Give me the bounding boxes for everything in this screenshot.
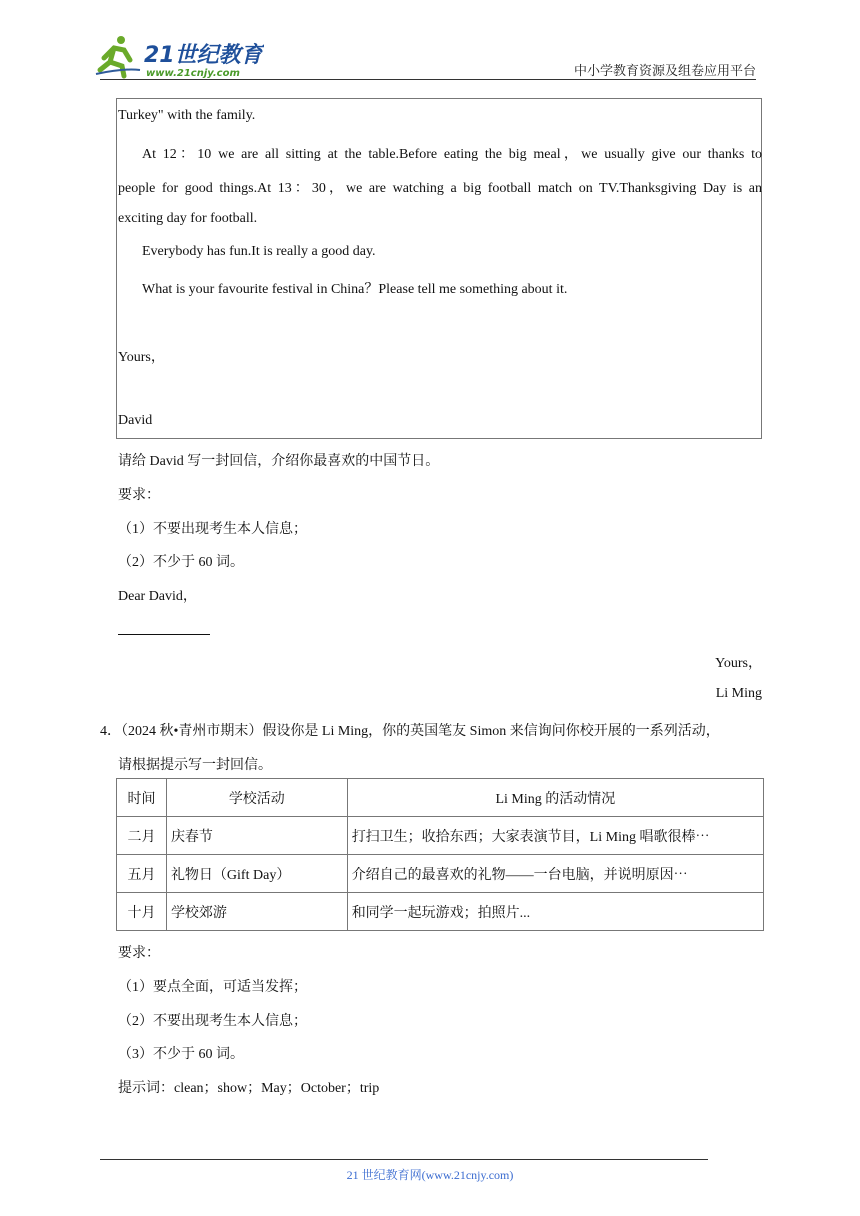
table-row	[117, 893, 764, 931]
letter-signature: David	[118, 413, 153, 428]
q3-signature: Li Ming	[715, 686, 762, 701]
q4-requirements-title: 要求：	[118, 946, 160, 961]
table-cell: 五月	[117, 855, 167, 893]
table-header-cell: Li Ming 的活动情况	[347, 779, 763, 817]
table-cell: 礼物日（Gift Day）	[166, 855, 347, 893]
q3-requirements-title: 要求：	[118, 488, 160, 503]
table-cell: 十月	[117, 893, 167, 931]
letter-line-5: Everybody has fun.It is really a good day.	[142, 244, 376, 259]
table-cell: 介绍自己的最喜欢的礼物——一台电脑，并说明原因⋯	[347, 855, 763, 893]
table-cell: 打扫卫生；收拾东西；大家表演节目，Li Ming 唱歌很棒⋯	[347, 817, 763, 855]
table-row	[117, 855, 764, 893]
letter-line-1: Turkey" with the family.	[118, 108, 256, 123]
answer-blank-line	[118, 634, 210, 635]
runner-icon	[96, 36, 140, 76]
q3-requirement-1: （1）不要出现考生本人信息；	[118, 522, 307, 537]
svg-text:www.21cnjy.com: www.21cnjy.com	[146, 68, 240, 79]
table-header-row	[117, 779, 764, 817]
q3-prompt: 请给 David 写一封回信，介绍你最喜欢的中国节日。	[118, 454, 440, 469]
header-platform-text: 中小学教育资源及组卷应用平台	[573, 64, 756, 79]
q4-question-line-1: 4．（2024 秋•青州市期末）假设你是 Li Ming，你的英国笔友 Simon 来信询问你校开展的一系列活动，	[100, 724, 720, 739]
q4-requirement-2: （2）不要出现考生本人信息；	[118, 1014, 307, 1029]
footer-divider	[100, 1159, 708, 1160]
table-cell: 庆春节	[166, 817, 347, 855]
letter-line-4: exciting day for football.	[118, 211, 258, 226]
q4-requirement-3: （3）不少于 60 词。	[118, 1047, 244, 1062]
svg-text:21世纪教育: 21世纪教育	[144, 43, 263, 68]
table-cell: 二月	[117, 817, 167, 855]
q3-requirement-2: （2）不少于 60 词。	[118, 555, 244, 570]
q4-question-line-2: 请根据提示写一封回信。	[118, 758, 272, 773]
footer-text[interactable]: 21 世纪教育网(www.21cnjy.com)	[346, 1168, 514, 1182]
letter-line-6: What is your favourite festival in China？Please tell me something about it.	[142, 282, 568, 297]
q3-closing: Yours，	[715, 656, 762, 671]
table-header-cell: 学校活动	[166, 779, 347, 817]
q4-requirement-1: （1）要点全面，可适当发挥；	[118, 980, 307, 995]
table-header-cell: 时间	[117, 779, 167, 817]
letter-line-2: At 12：10 we are all sitting at the table.Before eating the big meal，we usually give our thanks to	[142, 147, 762, 162]
table-row	[117, 817, 764, 855]
q3-greeting: Dear David，	[118, 589, 197, 604]
activity-table	[116, 778, 764, 931]
q4-hint-words: 提示词：clean；show；May；October；trip	[118, 1081, 380, 1096]
table-cell: 和同学一起玩游戏；拍照片...	[347, 893, 763, 931]
table-cell: 学校郊游	[166, 893, 347, 931]
header-divider	[100, 79, 756, 80]
page-header	[0, 0, 860, 80]
letter-closing: Yours，	[118, 350, 165, 365]
logo	[94, 34, 264, 80]
letter-line-3: people for good things.At 13：30，we are watching a big football match on TV.Thanksgiving Day is an	[118, 181, 762, 196]
